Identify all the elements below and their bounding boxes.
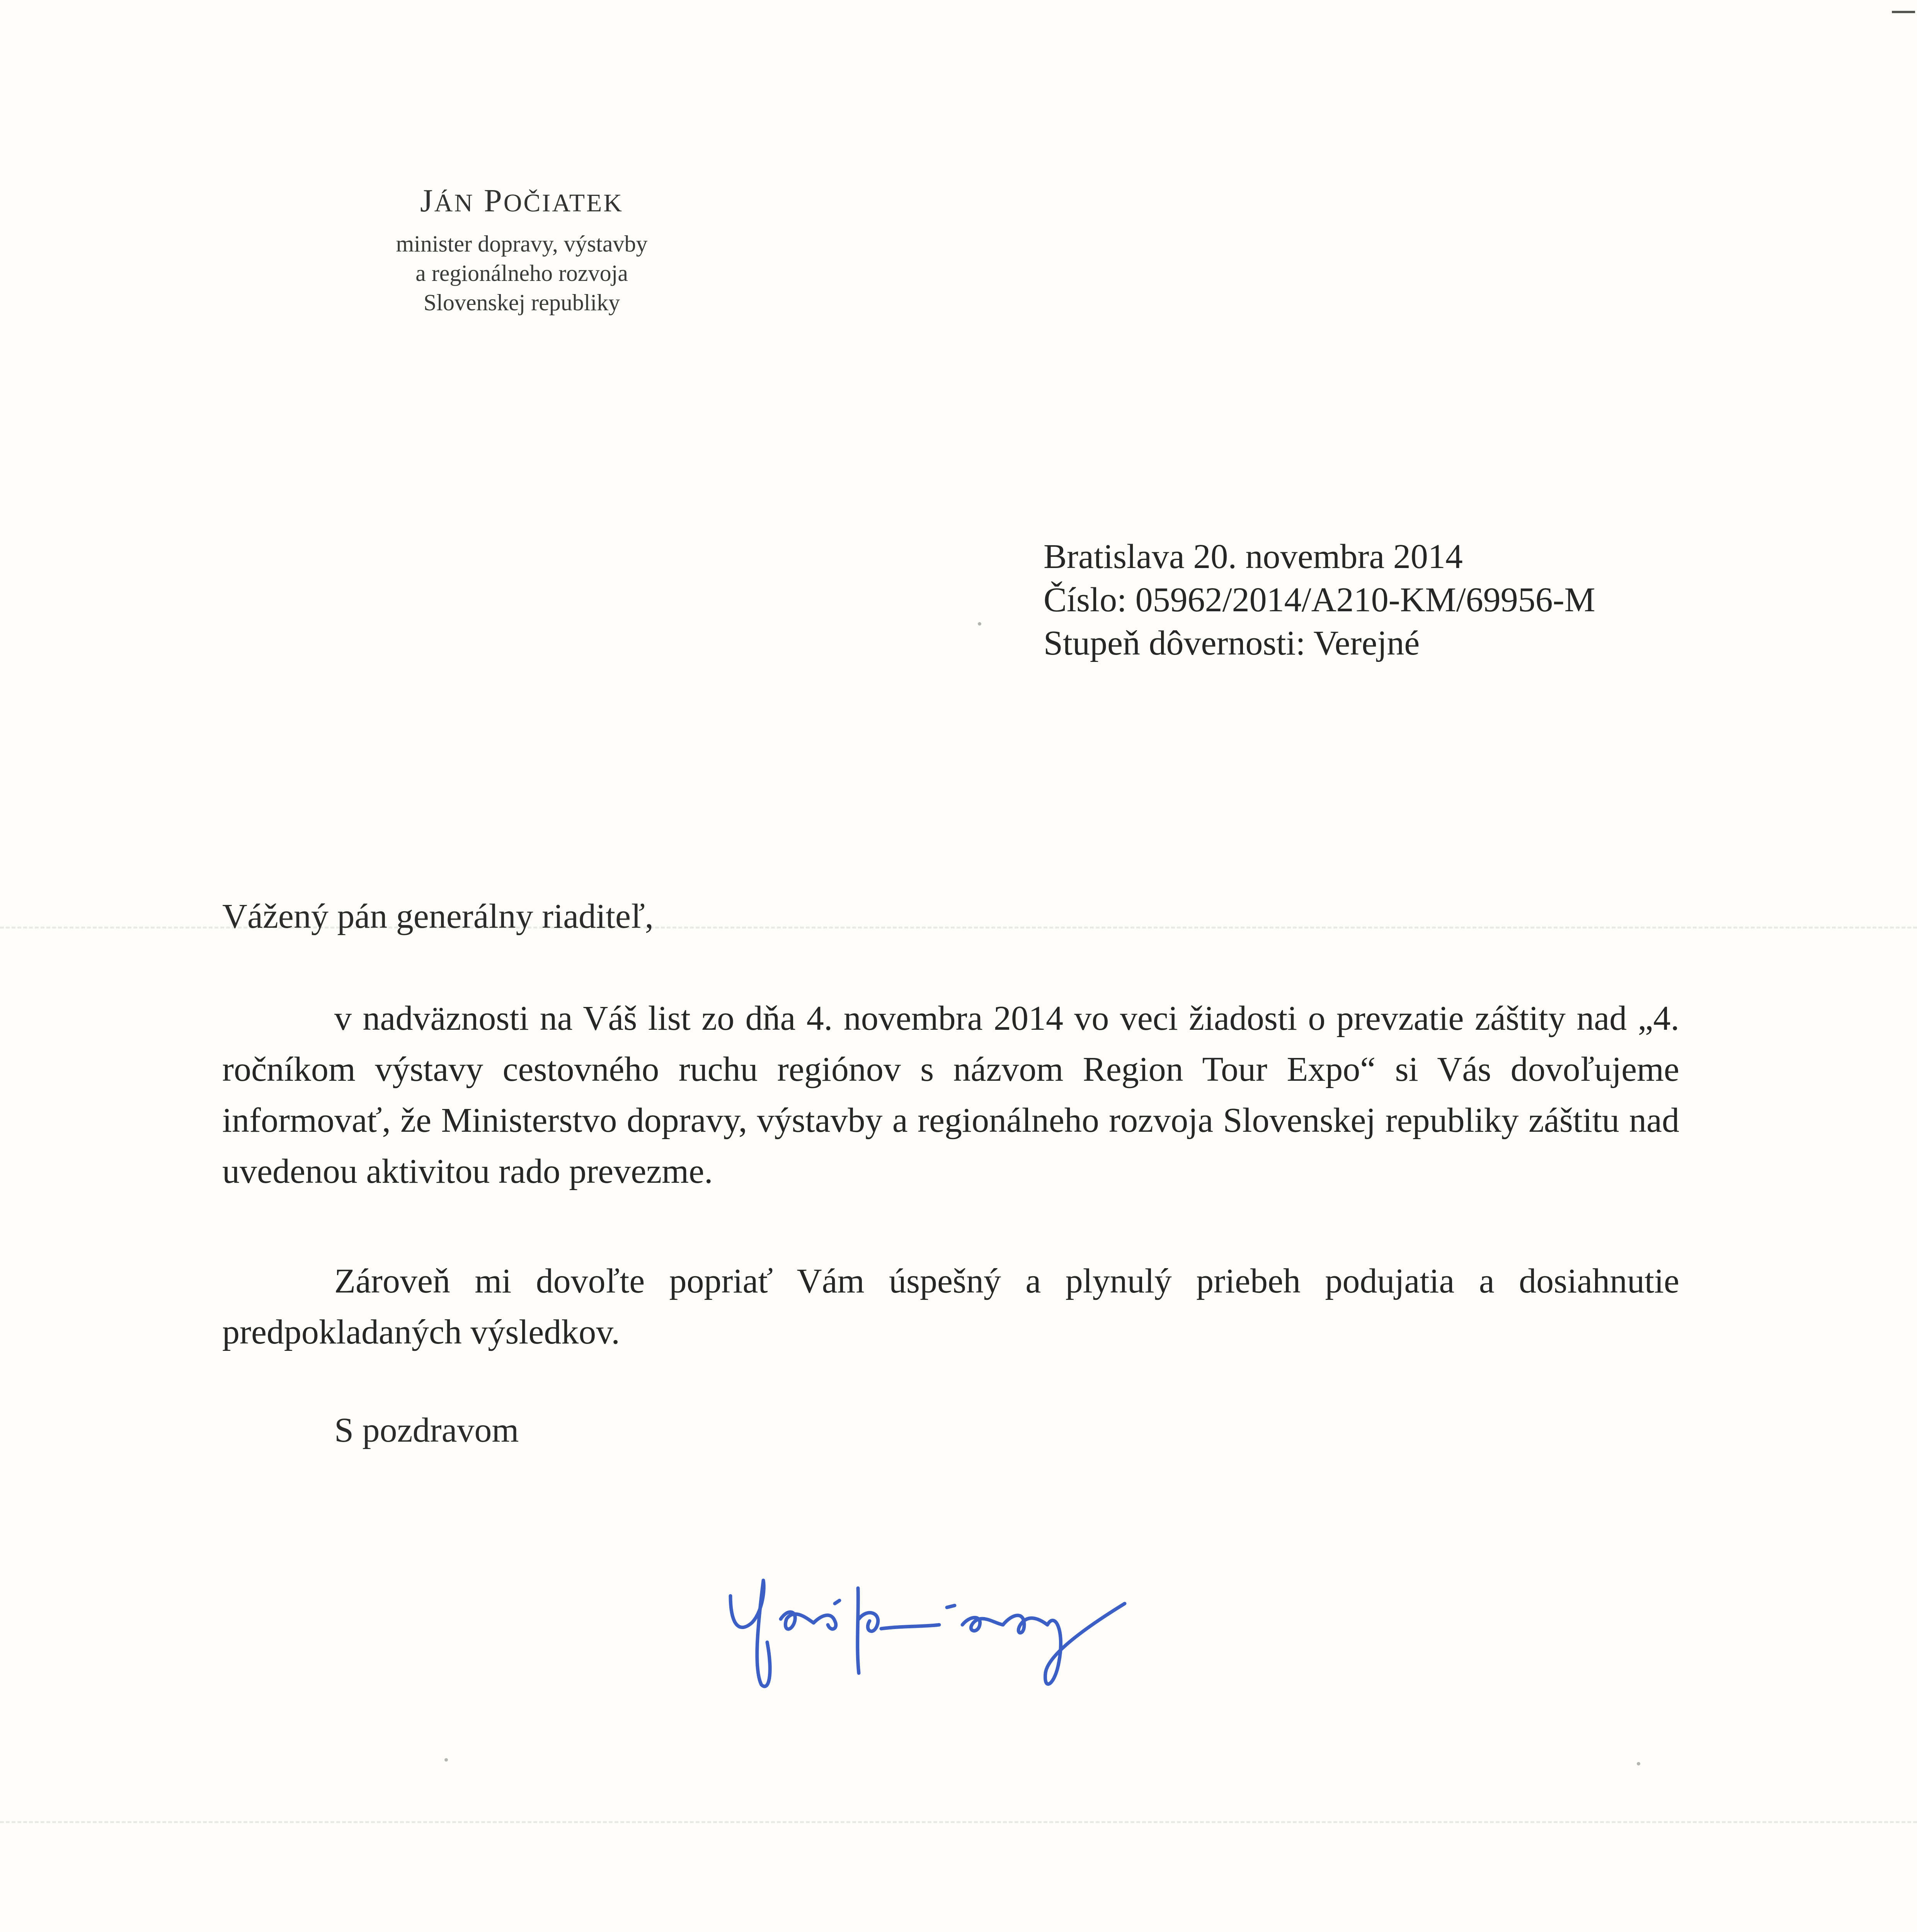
fold-line-lower: [0, 1821, 1917, 1823]
minister-name: [271, 182, 773, 221]
salutation: Vážený pán generálny riaditeľ,: [222, 897, 654, 935]
handwritten-signature: [715, 1546, 1179, 1708]
letterhead: [271, 182, 773, 317]
minister-title: [271, 229, 773, 317]
name-initial-2: P: [484, 183, 504, 219]
paper-speck: [444, 1758, 448, 1762]
paper-speck: [1637, 1762, 1640, 1765]
header-info-block: [1044, 535, 1595, 665]
minister-title-line: a regionálneho rozvoja: [415, 260, 628, 286]
date-line: Bratislava 20. novembra 2014: [1044, 537, 1463, 576]
body-paragraph-1: [222, 993, 1679, 1197]
body-paragraph-2: [222, 1256, 1679, 1358]
paragraph-2-text: Zároveň mi dovoľte popriať Vám úspešný a plynulý priebeh podujatia a dosiahnutie predpokladaných výsledkov.: [222, 1262, 1679, 1351]
paper-speck: [978, 622, 981, 626]
confidentiality-level: Stupeň dôvernosti: Verejné: [1044, 624, 1420, 662]
name-rest-1: ÁN: [434, 189, 474, 217]
closing-phrase: S pozdravom: [334, 1411, 519, 1449]
paragraph-1-text: v nadväznosti na Váš list zo dňa 4. novembra 2014 vo veci žiadosti o prevzatie záštity nad „4. ročníkom výstavy cestovného ruchu regiónov s názvom Region Tour Expo“ si Vás dovoľujeme informovať, že Ministerstvo dopravy, výstavby a regionálneho rozvoja Slovenskej republiky záštitu nad uvedenou aktivitou rado prevezme.: [222, 999, 1679, 1190]
name-initial-1: J: [420, 183, 434, 219]
minister-title-line: Slovenskej republiky: [423, 289, 620, 315]
minister-title-line: minister dopravy, výstavby: [396, 231, 648, 257]
edge-mark: [1892, 11, 1915, 13]
name-rest-2: OČIATEK: [503, 189, 624, 217]
reference-number: Číslo: 05962/2014/A210-KM/69956-M: [1044, 581, 1595, 619]
